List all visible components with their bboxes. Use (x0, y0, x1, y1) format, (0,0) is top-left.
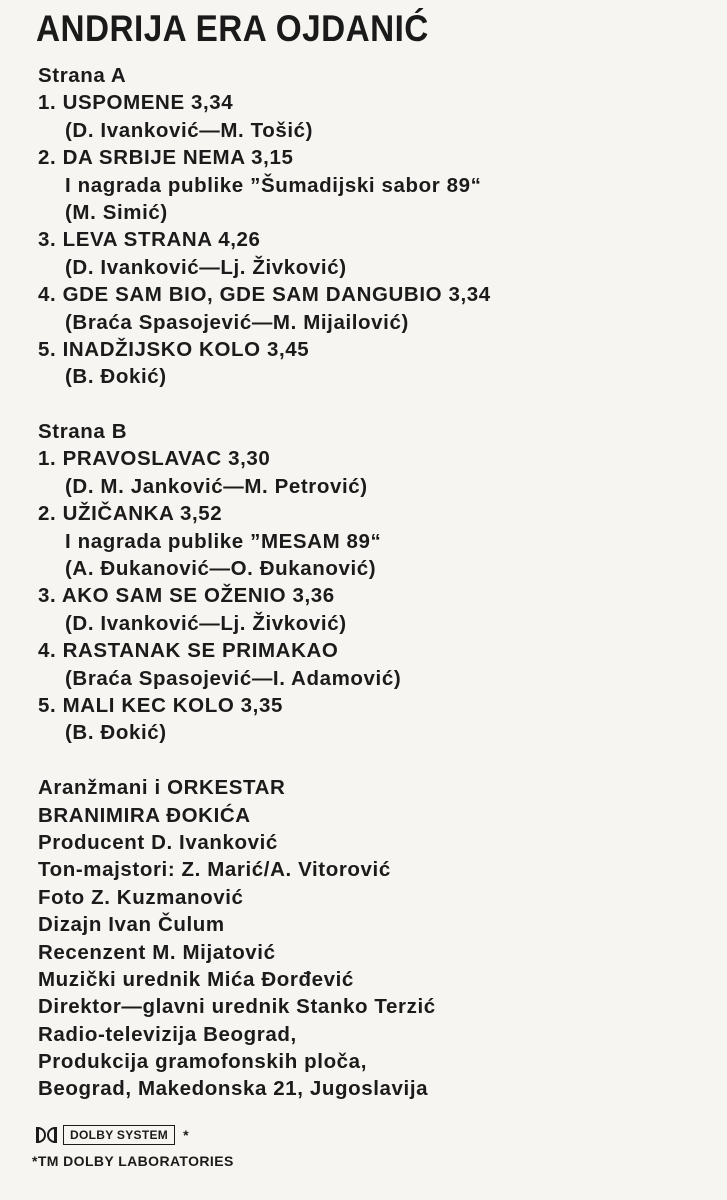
text-line: 3. LEVA STRANA 4,26 (38, 228, 261, 252)
text-line: Muzički urednik Mića Đorđević (38, 967, 354, 991)
dolby-system-badge: DOLBY SYSTEM (63, 1125, 175, 1145)
text-line: 5. INADŽIJSKO KOLO 3,45 (38, 337, 310, 361)
track-detail: (Braća Spasojević—I. Adamović) (65, 666, 402, 690)
text-line: Produkcija gramofonskih ploča, (38, 1050, 367, 1074)
text-line: BRANIMIRA ĐOKIĆA (38, 803, 251, 827)
tracklist-and-credits (38, 62, 491, 1103)
text-line: 1. PRAVOSLAVAC 3,30 (38, 447, 271, 471)
artist-title: ANDRIJA ERA OJDANIĆ (36, 8, 429, 49)
dolby-double-d-icon (36, 1127, 57, 1143)
text-line: 2. DA SRBIJE NEMA 3,15 (38, 146, 294, 170)
track-detail: (D. M. Janković—M. Petrović) (65, 474, 368, 498)
track-detail: (D. Ivanković—M. Tošić) (65, 118, 314, 142)
dolby-row (36, 1125, 189, 1145)
track-detail: I nagrada publike ”MESAM 89“ (65, 529, 382, 553)
spacer (38, 391, 491, 418)
track-detail: (M. Simić) (65, 200, 168, 224)
text-line: 4. GDE SAM BIO, GDE SAM DANGUBIO 3,34 (38, 283, 491, 307)
dolby-trademark: *TM DOLBY LABORATORIES (32, 1153, 234, 1169)
text-line: 2. UŽIČANKA 3,52 (38, 502, 223, 526)
text-line: Aranžmani i ORKESTAR (38, 776, 286, 800)
track-detail: (A. Đukanović—O. Đukanović) (65, 557, 377, 581)
text-line: 4. RASTANAK SE PRIMAKAO (38, 639, 339, 663)
text-line: Strana B (38, 420, 128, 444)
text-line: Producent D. Ivanković (38, 830, 278, 854)
dolby-asterisk: * (183, 1127, 189, 1143)
track-detail: (Braća Spasojević—M. Mijailović) (65, 310, 409, 334)
text-line: 1. USPOMENE 3,34 (38, 91, 234, 115)
text-line: Dizajn Ivan Čulum (38, 913, 225, 937)
track-detail: (B. Đokić) (65, 365, 167, 389)
text-line: Recenzent M. Mijatović (38, 940, 276, 964)
text-line: 3. AKO SAM SE OŽENIO 3,36 (38, 584, 335, 608)
text-line: Foto Z. Kuzmanović (38, 885, 244, 909)
spacer (38, 747, 491, 774)
text-line: Ton-majstori: Z. Marić/A. Vitorović (38, 858, 391, 882)
text-line: 5. MALI KEC KOLO 3,35 (38, 693, 283, 717)
track-detail: (D. Ivanković—Lj. Živković) (65, 611, 347, 635)
text-line: Strana A (38, 64, 127, 87)
track-detail: I nagrada publike ”Šumadijski sabor 89“ (65, 173, 482, 197)
text-line: Direktor—glavni urednik Stanko Terzić (38, 995, 436, 1019)
text-line: Beograd, Makedonska 21, Jugoslavija (38, 1077, 429, 1101)
text-line: Radio-televizija Beograd, (38, 1022, 297, 1046)
track-detail: (B. Đokić) (65, 721, 167, 745)
track-detail: (D. Ivanković—Lj. Živković) (65, 255, 347, 279)
